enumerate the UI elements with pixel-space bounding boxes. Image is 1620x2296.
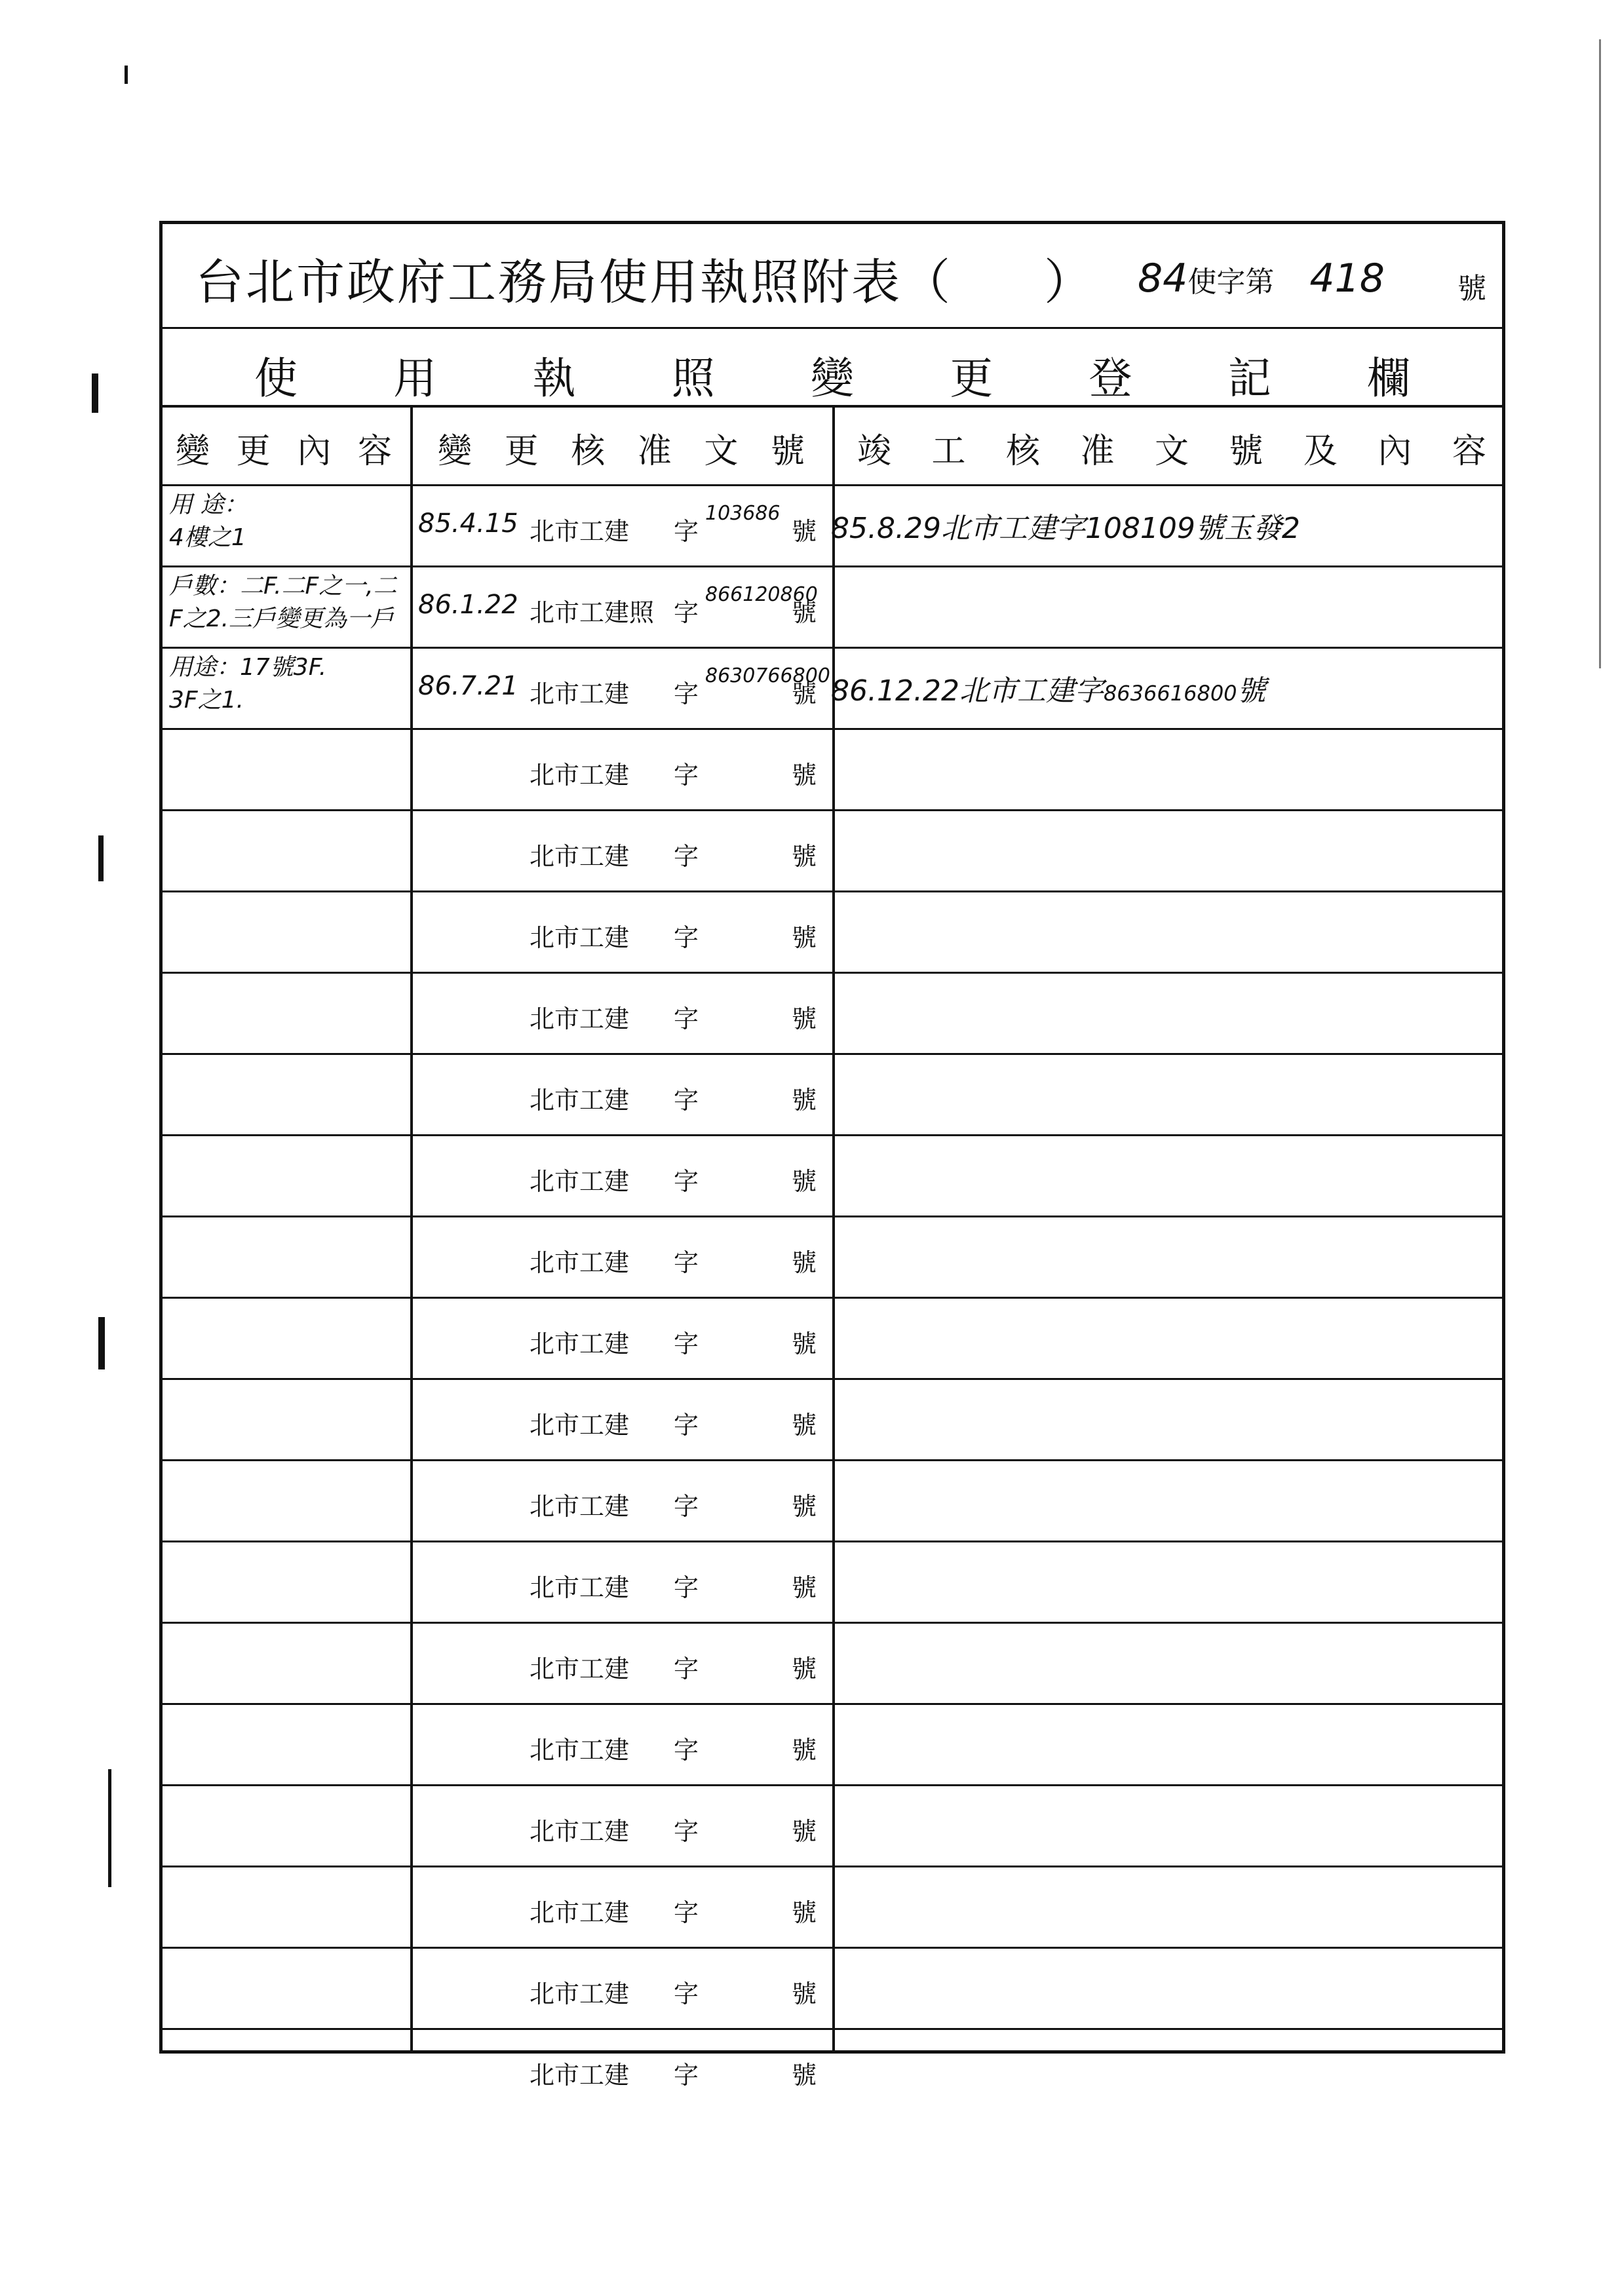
hao-label: 號 <box>792 1411 817 1440</box>
permit-number <box>1138 256 1385 301</box>
hao-label: 號 <box>792 1655 817 1683</box>
zi-label: 字 <box>674 1330 699 1358</box>
header-char: 容 <box>357 432 392 471</box>
header-char: 核 <box>1005 432 1040 471</box>
permit-form <box>159 221 1505 2090</box>
table-row <box>163 1217 1502 1299</box>
header-char: 更 <box>504 432 539 471</box>
approval-date: 86.1.22 <box>418 590 518 620</box>
office-label: 北市工建 <box>530 1980 630 2008</box>
table-row <box>163 974 1502 1055</box>
table-row <box>163 730 1502 811</box>
form-title-close-paren: ） <box>1044 254 1092 311</box>
permit-label: 使字第 <box>1187 265 1275 299</box>
header-char: 及 <box>1303 432 1338 471</box>
hao-label: 號 <box>792 1817 817 1846</box>
permit-number-value: 418 <box>1309 256 1385 301</box>
form-title: 台北市政府工務局使用執照附表（ <box>195 254 952 311</box>
office-label: 北市工建 <box>530 842 630 871</box>
table-row <box>163 649 1502 730</box>
header-char: 文 <box>1154 432 1189 471</box>
hao-label: 號 <box>792 842 817 871</box>
header-char: 竣 <box>857 432 892 471</box>
section-title-char: 變 <box>811 353 854 404</box>
table-row <box>163 1949 1502 2030</box>
office-label: 北市工建 <box>530 1573 630 1602</box>
section-title-char: 記 <box>1227 353 1271 404</box>
office-label: 北市工建照 <box>530 598 655 627</box>
approval-doc-number: 103686 <box>705 502 781 525</box>
change-content-cell: 戶數：二F.二F之一,二 F之2.三戶變更為一戶 <box>169 573 397 632</box>
section-title-char: 更 <box>950 353 993 404</box>
header-char: 核 <box>571 432 606 471</box>
edge-scan-line <box>1599 39 1601 668</box>
zi-label: 字 <box>674 761 699 790</box>
hao-label: 號 <box>792 679 817 708</box>
office-label: 北市工建 <box>530 1167 630 1196</box>
hao-label: 號 <box>792 1898 817 1927</box>
zi-label: 字 <box>674 1167 699 1196</box>
table-row <box>163 1380 1502 1461</box>
header-char: 號 <box>770 432 805 471</box>
permit-suffix: 號 <box>1457 272 1486 305</box>
header-char: 文 <box>704 432 739 471</box>
zi-label: 字 <box>674 1655 699 1683</box>
header-char: 更 <box>236 432 271 471</box>
table-row <box>163 892 1502 974</box>
hao-label: 號 <box>792 1492 817 1521</box>
header-char: 容 <box>1452 432 1486 471</box>
approval-date: 85.4.15 <box>418 508 518 539</box>
zi-label: 字 <box>674 1817 699 1846</box>
section-title <box>254 343 1410 406</box>
hao-label: 號 <box>792 1004 817 1033</box>
binder-hole-mark <box>98 835 104 881</box>
header-char: 准 <box>637 432 672 471</box>
hao-label: 號 <box>792 761 817 790</box>
hao-label: 號 <box>792 598 817 627</box>
office-label: 北市工建 <box>530 1086 630 1115</box>
approval-date: 86.7.21 <box>418 671 518 701</box>
office-label: 北市工建 <box>530 2061 630 2090</box>
section-title-char: 使 <box>254 353 298 404</box>
table-row <box>163 2030 1502 2111</box>
zi-label: 字 <box>674 1898 699 1927</box>
office-label: 北市工建 <box>530 1492 630 1521</box>
table-row <box>163 1461 1502 1542</box>
table-row <box>163 1055 1502 1136</box>
zi-label: 字 <box>674 842 699 871</box>
office-label: 北市工建 <box>530 923 630 952</box>
zi-label: 字 <box>674 2061 699 2090</box>
table-row <box>163 486 1502 567</box>
zi-label: 字 <box>674 923 699 952</box>
office-label: 北市工建 <box>530 1248 630 1277</box>
approval-doc-number: 8630766800 <box>705 664 830 687</box>
section-title-char: 執 <box>532 353 576 404</box>
header-char: 號 <box>1229 432 1263 471</box>
section-title-char: 用 <box>393 353 437 404</box>
hao-label: 號 <box>792 923 817 952</box>
column-header-change-content <box>176 423 392 472</box>
binder-hole-mark <box>108 1769 111 1887</box>
zi-label: 字 <box>674 1736 699 1765</box>
hao-label: 號 <box>792 1086 817 1115</box>
office-label: 北市工建 <box>530 679 630 708</box>
hao-label: 號 <box>792 1736 817 1765</box>
zi-label: 字 <box>674 1573 699 1602</box>
office-label: 北市工建 <box>530 1330 630 1358</box>
section-title-char: 登 <box>1089 353 1132 404</box>
zi-label: 字 <box>674 517 699 546</box>
table-row <box>163 811 1502 892</box>
hao-label: 號 <box>792 1248 817 1277</box>
completion-number: 8636616800 <box>1103 681 1237 706</box>
office-label: 北市工建 <box>530 1411 630 1440</box>
permit-year: 84 <box>1138 256 1188 301</box>
office-label: 北市工建 <box>530 1817 630 1846</box>
section-title-char: 照 <box>671 353 715 404</box>
edge-dust-mark <box>125 66 128 84</box>
hao-label: 號 <box>792 1573 817 1602</box>
section-title-char: 欄 <box>1367 353 1410 404</box>
table-row <box>163 1136 1502 1217</box>
completion-text: 85.8.29北市工建字108109號玉發2 <box>831 512 1300 545</box>
table-row <box>163 1867 1502 1949</box>
header-char: 變 <box>438 432 473 471</box>
office-label: 北市工建 <box>530 761 630 790</box>
office-label: 北市工建 <box>530 1004 630 1033</box>
table-row <box>163 1705 1502 1786</box>
zi-label: 字 <box>674 1980 699 2008</box>
form-title-row <box>163 224 1502 329</box>
office-label: 北市工建 <box>530 1736 630 1765</box>
binder-hole-mark <box>98 1317 105 1369</box>
hao-label: 號 <box>792 517 817 546</box>
table-row <box>163 1542 1502 1624</box>
header-char: 內 <box>1378 432 1412 471</box>
header-char: 變 <box>176 432 210 471</box>
hao-label: 號 <box>792 1980 817 2008</box>
hao-label: 號 <box>792 2061 817 2090</box>
zi-label: 字 <box>674 598 699 627</box>
table-row <box>163 1299 1502 1380</box>
column-header-change-approval <box>438 423 805 472</box>
table-row <box>163 1786 1502 1867</box>
completion-suffix: 號 <box>1237 674 1266 708</box>
zi-label: 字 <box>674 1411 699 1440</box>
column-header-completion-approval <box>857 423 1486 472</box>
office-label: 北市工建 <box>530 1898 630 1927</box>
header-char: 工 <box>931 432 966 471</box>
header-char: 准 <box>1080 432 1115 471</box>
table-row <box>163 567 1502 649</box>
zi-label: 字 <box>674 679 699 708</box>
approval-doc-number: 866120860 <box>705 583 818 606</box>
binder-hole-mark <box>92 373 98 413</box>
change-content-cell: 用途：17號3F. 3F之1. <box>169 654 327 714</box>
section-title-row <box>163 329 1502 408</box>
office-label: 北市工建 <box>530 1655 630 1683</box>
header-char: 內 <box>297 432 332 471</box>
completion-cell <box>831 505 1493 546</box>
office-label: 北市工建 <box>530 517 630 546</box>
zi-label: 字 <box>674 1086 699 1115</box>
zi-label: 字 <box>674 1004 699 1033</box>
completion-cell <box>831 667 1493 709</box>
zi-label: 字 <box>674 1492 699 1521</box>
change-content-cell: 用 途： 4樓之1 <box>169 491 248 551</box>
completion-text: 86.12.22北市工建字 <box>831 674 1104 708</box>
hao-label: 號 <box>792 1167 817 1196</box>
zi-label: 字 <box>674 1248 699 1277</box>
table-row <box>163 1624 1502 1705</box>
hao-label: 號 <box>792 1330 817 1358</box>
